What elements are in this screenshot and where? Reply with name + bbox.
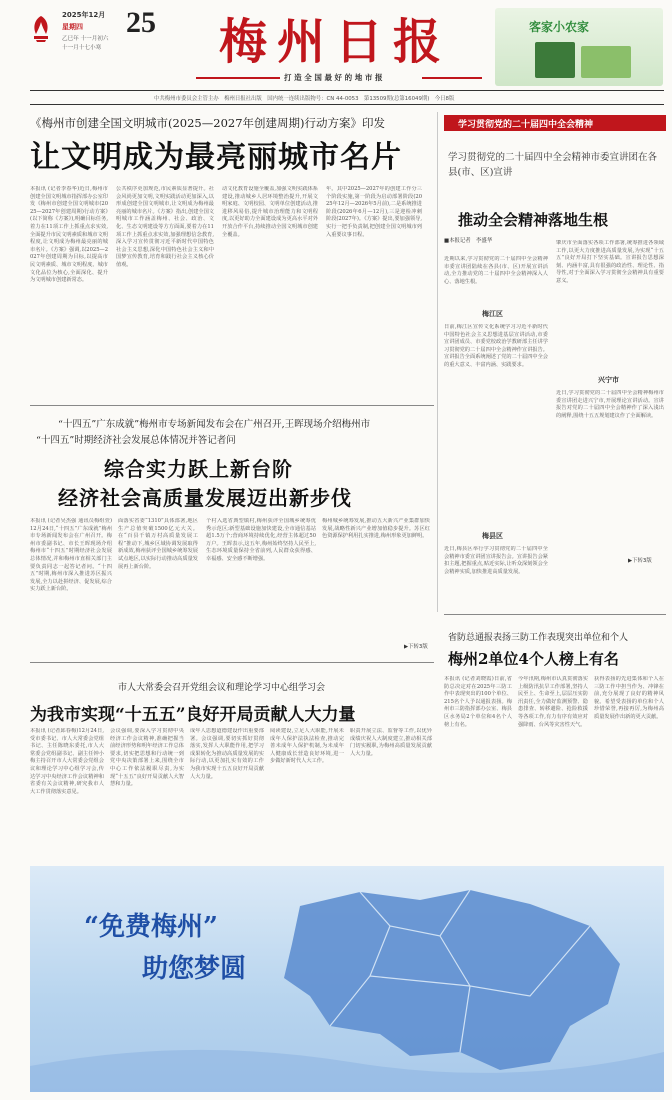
third-column-5: 职责开展立法、监督等工作,以优异成绩庆祝人大制度建立,推动相关部门切实履职,为梅州高质量发展贡献人大力量。	[350, 728, 432, 757]
lead-column-1: 本报讯 (记者李春华)近日,梅州市创建全国文明城市指挥部办公室印发《梅州市创建全国文明城市(2025—2027年创建周期)行动方案》(以下简称《方案》),明确目标任务,着力在11项工作上抓重点求实效,全面提升市民文明素质和城市文明程度,让文明成为梅州最亮丽的城市名片。《方案》强调,以2025—2027年创建周期为目标,以提高市民文明素质、城市文明程度、城市文化品位为核心,全面深化、提升为文明城市创建新常态。	[30, 186, 108, 284]
right-sub-2: 兴宁市	[598, 376, 619, 384]
section-banner-text: 学习贯彻党的二十届四中全会精神	[458, 120, 594, 130]
bottom-ad-banner[interactable]	[30, 866, 664, 1092]
second-column-1: 本报讯 (记者吴杰强 通讯员梅组萱)12月24日,“十四五”广东成就”梅州市专场新闻发布会在广州召开。梅州市委副书记、市长王晖现场介绍梅州市“十四五”时期经济社会发展总体情况,并和梅州市直相关部门主要负责同志一起答记者问。“十四五”时期,梅州市深入推进苏区振兴发展,全力以赴拼经济、促发展,综合实力跃上新台阶。	[30, 518, 112, 593]
right-bottom-column-1: 本报讯 (记者刘晓霞)日前,省防总决定对在2025年三防工作中表现突出的100个单位、215名个人予以通报表扬。梅州市三防指挥部办公室、梅县区水务局2个单位和4名个人榜上有名。	[444, 676, 512, 728]
right-body-1: 近期以来,学习贯彻党的二十届四中全会精神市委宣讲团陆续在各县(市、区)开展宣讲活动,全力推动党的二十届四中全会精神深入人心、落地生根。	[444, 256, 548, 285]
second-headline-1[interactable]: 综合实力跃上新台阶	[104, 457, 293, 481]
third-headline[interactable]: 为我市实现“十五五”良好开局贡献人大力量	[30, 705, 356, 725]
lead-column-4: 年。其中2025—2027年的创建工作分三个阶段实施,第一阶段为启动部署阶段(2025年12月—2026年5月前),二是系统推进阶段(2026年6月—12月),三是迎检冲刺阶段(2027年)。《方案》提出,要加强领导,实行一把手负责制,把创建全国文明城市列入重要议事日程。	[326, 186, 422, 238]
masthead	[0, 0, 672, 108]
right-sub-3: 梅县区	[482, 532, 503, 540]
right-headline[interactable]: 推动全会精神落地生根	[458, 211, 609, 229]
top-ad-product	[535, 42, 575, 78]
publisher-info: 中共梅州市委员会主管主办 梅州日报社出版 国内统一连续出版物号：CN 44-0053 第13509期(总第16049期) 今日8版	[154, 96, 455, 102]
lead-kicker: 《梅州市创建全国文明城市(2025—2027年创建周期)行动方案》印发	[30, 116, 386, 130]
masthead-title: 梅州日报	[218, 14, 451, 70]
map-graphic	[30, 866, 664, 1092]
third-column-1: 本报讯 (记者邱春梅)12月24日,受市委书记、市人大常委会党组书记、主任陈晓东委托,市人大常委会党组副书记、副主任钟小梅主持召开市人大常委会党组会议和理论学习中心组学习会,传达学习中央经济工作会议精神和省委有关会议精神,研究我市人大工作贯彻落实意见。	[30, 728, 104, 795]
right-body-3: 近日,学习贯彻党的二十届四中全会精神梅州市委宣讲团走进兴宁市,开展理论宣讲活动。宣讲报告对党的二十届四中全会精神作了深入浅出的阐释,围绕十五五规划建议作了全面解读。	[556, 390, 664, 419]
right-body-4: 近日,梅县区举行学习贯彻党的二十届四中全会精神市委宣讲团宣讲报告会。宣讲报告会紧扣主题,把握重点,贴近实际,让听众深刻领会全会精神实质,加快推进高质量发展。	[444, 546, 548, 575]
lead-column-2: 公共秩序更加规范,市民素质显著提升。社会风尚更加文明,文明实践活动更加深入,以形成创建全国文明城市,让文明成为梅州最亮丽的城市名片。《方案》指出,创建全国文明城市工作涵盖梅州、社会、政治、文化、生态文明建设等方方面面,要着力在11项工作上抓重点求实效,加强理想信念教育,深入学习宣传贯彻习近平新时代中国特色社会主义思想,深化中国特色社会主义和中国梦宣传教育,培育和践行社会主义核心价值观。	[116, 186, 214, 268]
lead-headline[interactable]: 让文明成为最亮丽城市名片	[30, 140, 402, 175]
ad-slogan-line-2: 助您梦圆	[142, 954, 247, 984]
newspaper-logo-icon	[30, 14, 52, 44]
masthead-lunar-2: 十一月十七小寒	[62, 45, 102, 51]
right-bottom-kicker: 省防总通报表扬三防工作表现突出单位和个人	[448, 633, 629, 643]
third-column-3: 成年人思想道德建设作出重要部署。会议强调,要切实抓好贯彻落实,发挥人大职能作用,把学习成果转化为推动高质量发展的实际行动,以更加扎实有效的工作为我市实现十五五良好开局贡献人大力量。	[190, 728, 264, 780]
right-bottom-column-3: 获得表扬的先进集体和个人在三防工作中担当作为、冲锋在前,充分展现了良好的精神风貌。希望受表扬的单位和个人珍惜荣誉,再接再厉,为梅州高质量发展作出新的更大贡献。	[594, 676, 664, 720]
masthead-bottom-rule	[30, 90, 664, 91]
top-ad-box	[581, 46, 631, 78]
second-column-3: 个村入选省典型镇村,梅州获评全国城乡统筹优秀示范区;新型基础设施加快建设,全市通信基站超1.5万个;营商环境持续优化,经营主体超过50万户。王晖表示,这五年,梅州始终坚持人民至上,生态环境质量保持全省前列,人民群众获得感、幸福感、安全感不断增强。	[206, 518, 316, 562]
third-column-4: 阅读建设,立足人大职能,开展未成年人保护法执法检查,推动完善未成年人保护机制,为未成年人健康成长营造良好环境,进一步做好新时代人大工作。	[270, 728, 344, 765]
right-mid-rule	[444, 614, 666, 615]
right-bottom-column-2: 今年汛期,梅州市认真贯彻落实上级防汛抗旱工作部署,坚持人民至上、生命至上,层层压实防汛责任,全力做好监测预警、隐患排查、转移避险、抢险救援等各项工作,有力有序有效应对强降雨、台风等灾害性天气。	[518, 676, 588, 728]
right-bottom-headline[interactable]: 梅州2单位4个人榜上有名	[448, 650, 619, 668]
masthead-weekday: 星期四	[62, 23, 83, 31]
masthead-year-month: 2025年12月	[62, 11, 106, 19]
right-more-link[interactable]: ▶下转3版	[628, 558, 652, 564]
second-more-link[interactable]: ▶下转3版	[404, 644, 428, 650]
second-headline-2[interactable]: 经济社会高质量发展迈出新步伐	[58, 486, 352, 510]
second-kicker-2: “十四五”时期经济社会发展总体情况并答记者问	[36, 435, 236, 446]
masthead-lunar-1: 乙巳年 十一月初六	[62, 36, 109, 42]
right-body-2b: 肇庆市全面落实各项工作部署,统筹推进各领域工作,以更大力度推进高质量发展,为实现“十五五”良好开局打下坚实基础。宣讲报告思想深刻、内涵丰富,具有很强的政治性、理论性、指导性,对于全面深入学习贯彻全会精神具有重要意义。	[556, 240, 664, 284]
masthead-slogan: 打 造 全 国 最 好 的 地 市 报	[284, 73, 383, 82]
right-kicker: 学习贯彻党的二十届四中全会精神市委宣讲团在各县(市、区)宣讲	[448, 152, 658, 178]
ad-slogan-line-1: “免费梅州”	[84, 912, 218, 942]
slogan-rule-right	[422, 77, 482, 79]
right-byline: ■本报记者 李盛华	[444, 238, 493, 244]
second-column-2: 面落实省委“1310”具体部署,地区生产总值突破1500亿元大关。在“百县千镇万村高质量发展工程”推动下,城乡区域协调发展取得新成效,梅州获评全国城乡统筹发展试点地区,以实际行动推动高质量发展再上新台阶。	[118, 518, 198, 570]
slogan-rule-left	[196, 77, 280, 79]
top-ad-text: 客家小农家	[529, 20, 590, 34]
section-banner	[444, 115, 666, 131]
top-ad[interactable]	[495, 8, 663, 86]
right-sub-1: 梅江区	[482, 310, 503, 318]
third-column-2: 会议强调,要深入学习贯彻中央经济工作会议精神,准确把握当前经济形势和明年经济工作总体要求,切实把思想和行动统一到党中央决策部署上来,围绕全市中心工作依法履职尽责,为实现“十五五”良好开局贡献人大智慧和力量。	[110, 728, 184, 788]
lead-bottom-rule	[30, 405, 434, 406]
second-bottom-rule	[30, 662, 434, 663]
third-kicker: 市人大常委会召开党组会议和理论学习中心组学习会	[118, 683, 326, 693]
masthead-day: 25	[126, 6, 156, 39]
lead-column-3: 动文化教育设施全覆盖,加强文明实践体系建设,推动城乡人居环境整治提升,开展文明家庭、文明校园、文明单位创建活动,推进移风易俗,提升城市治理能力和文明程度,以更好助力全面建设成为更高水平对外开放合作平台,持续推动全国文明城市创建全覆盖。	[222, 186, 318, 238]
right-body-2: 日前,梅江区宣传文化系统学习习近平新时代中国特色社会主义思想进基层宣讲活动,市委宣讲团成员、市委党校政治学教研部主任讲学习贯彻党的二十届四中全会精神作宣讲报告。宣讲报告全面系统阐述了党的二十届四中全会的重大意义、丰富内涵、实践要求。	[444, 324, 548, 368]
second-column-4: 梅州城乡统筹发展,推动五大新兴产业集群加快发展,战略性新兴产业增加值稳步提升。苏区红色资源保护利用扎实推进,梅州形象更加鲜明。	[322, 518, 430, 540]
second-kicker-1: “十四五”广东成就”梅州市专场新闻发布会在广州召开,王晖现场介绍梅州市	[58, 419, 371, 430]
info-bottom-rule	[30, 104, 664, 105]
lead-right-divider	[437, 112, 438, 612]
